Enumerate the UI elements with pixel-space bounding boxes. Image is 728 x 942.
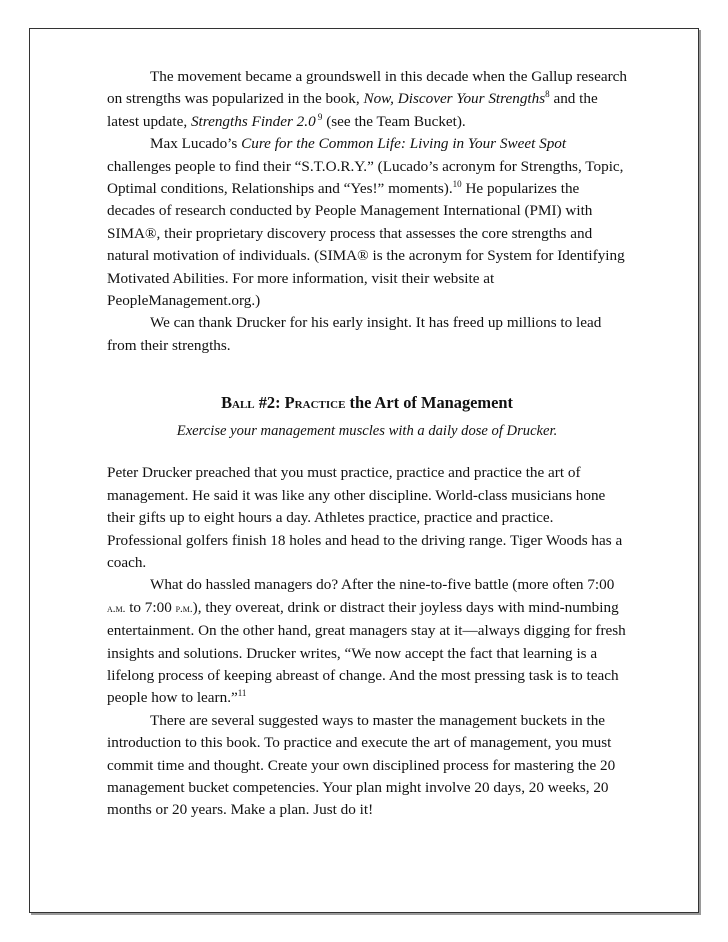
paragraph-text: to 7:00 [125,598,176,616]
footnote-ref-11: 11 [237,688,247,699]
spacer [107,442,627,462]
footnote-ref-9: 9 [315,111,323,122]
book-title-cure: Cure for the Common Life: Living in Your Sweet Spot [241,135,567,153]
book-title-now-discover: Now, Discover Your Strengths [363,90,546,108]
paragraph-hassled-managers [107,574,627,709]
footnote-ref-8: 8 [545,89,550,100]
paragraph-text: Max Lucado’s [150,135,242,153]
time-am: a.m. [107,602,126,615]
paragraph-text: challenges people to find their “S.T.O.R.Y.” (Lucado’s acronym for Strengths, Topic, Optimal conditions, Relationships and “Yes!” moments). [107,157,624,198]
book-title-strengths-finder: Strengths Finder 2.0 [190,112,316,130]
paragraph-text: ), they overeat, drink or distract their joyless days with mind-numbing entertainment. On the other hand, great managers stay at it—always digging for fresh insights and solutions. Drucker writes, “We now accept the fact that learning is a lifelong process of keeping abreast of change. And the most pressing task is to teach people how to learn.” [107,598,626,707]
footnote-ref-10: 10 [452,178,462,189]
paragraph-gallup [107,66,627,133]
paragraph-text: The movement became a groundswell in this decade when the Gallup research on strengths was popularized in the book, [107,68,627,108]
heading-ball-number: Ball #2: [221,393,285,413]
section-heading [107,392,627,414]
paragraph-text: (see the Team Bucket). [322,112,466,130]
spacer [107,357,627,392]
time-pm: p.m. [175,602,193,615]
section-subtitle: Exercise your management muscles with a daily dose of Drucker. [176,423,558,440]
paragraph-text: What do hassled managers do? After the nine-to-five battle (more often 7:00 [150,576,615,594]
paragraph-suggested-ways: There are several suggested ways to master the management buckets in the introduction to this book. To practice and execute the art of management, you must commit time and thought. Create your own disciplined process for mastering the 20 management bucket competencies. Your plan might involve 20 days, 20 weeks, 20 months or 20 years. Make a plan. Just do it! [107,711,616,819]
paragraph-text: and the latest update, [107,90,598,130]
heading-rest: the Art of Management [345,393,513,413]
paragraph-thank-drucker: We can thank Drucker for his early insight. It has freed up millions to lead from their strengths. [107,314,602,354]
paragraph-practice: Peter Drucker preached that you must practice, practice and practice the art of management. He said it was like any other discipline. World-class musicians hone their gifts up to eight hours a day. Athletes practice, practice and practice. Professional golfers finish 18 holes and head to the driving range. Tiger Woods has a coach. [107,464,623,571]
heading-practice: Practice [284,393,346,413]
paragraph-text: He popularizes the decades of research conducted by People Management International (PMI) with SIMA®, their proprietary discovery process that assesses the core strengths and natural motivation of individuals. (SIMA® is the acronym for System for Identifying Motivated Abilities. For more information, visit their website at PeopleManagement.org.) [107,180,625,310]
paragraph-lucado [107,133,627,312]
page-content [107,66,627,822]
